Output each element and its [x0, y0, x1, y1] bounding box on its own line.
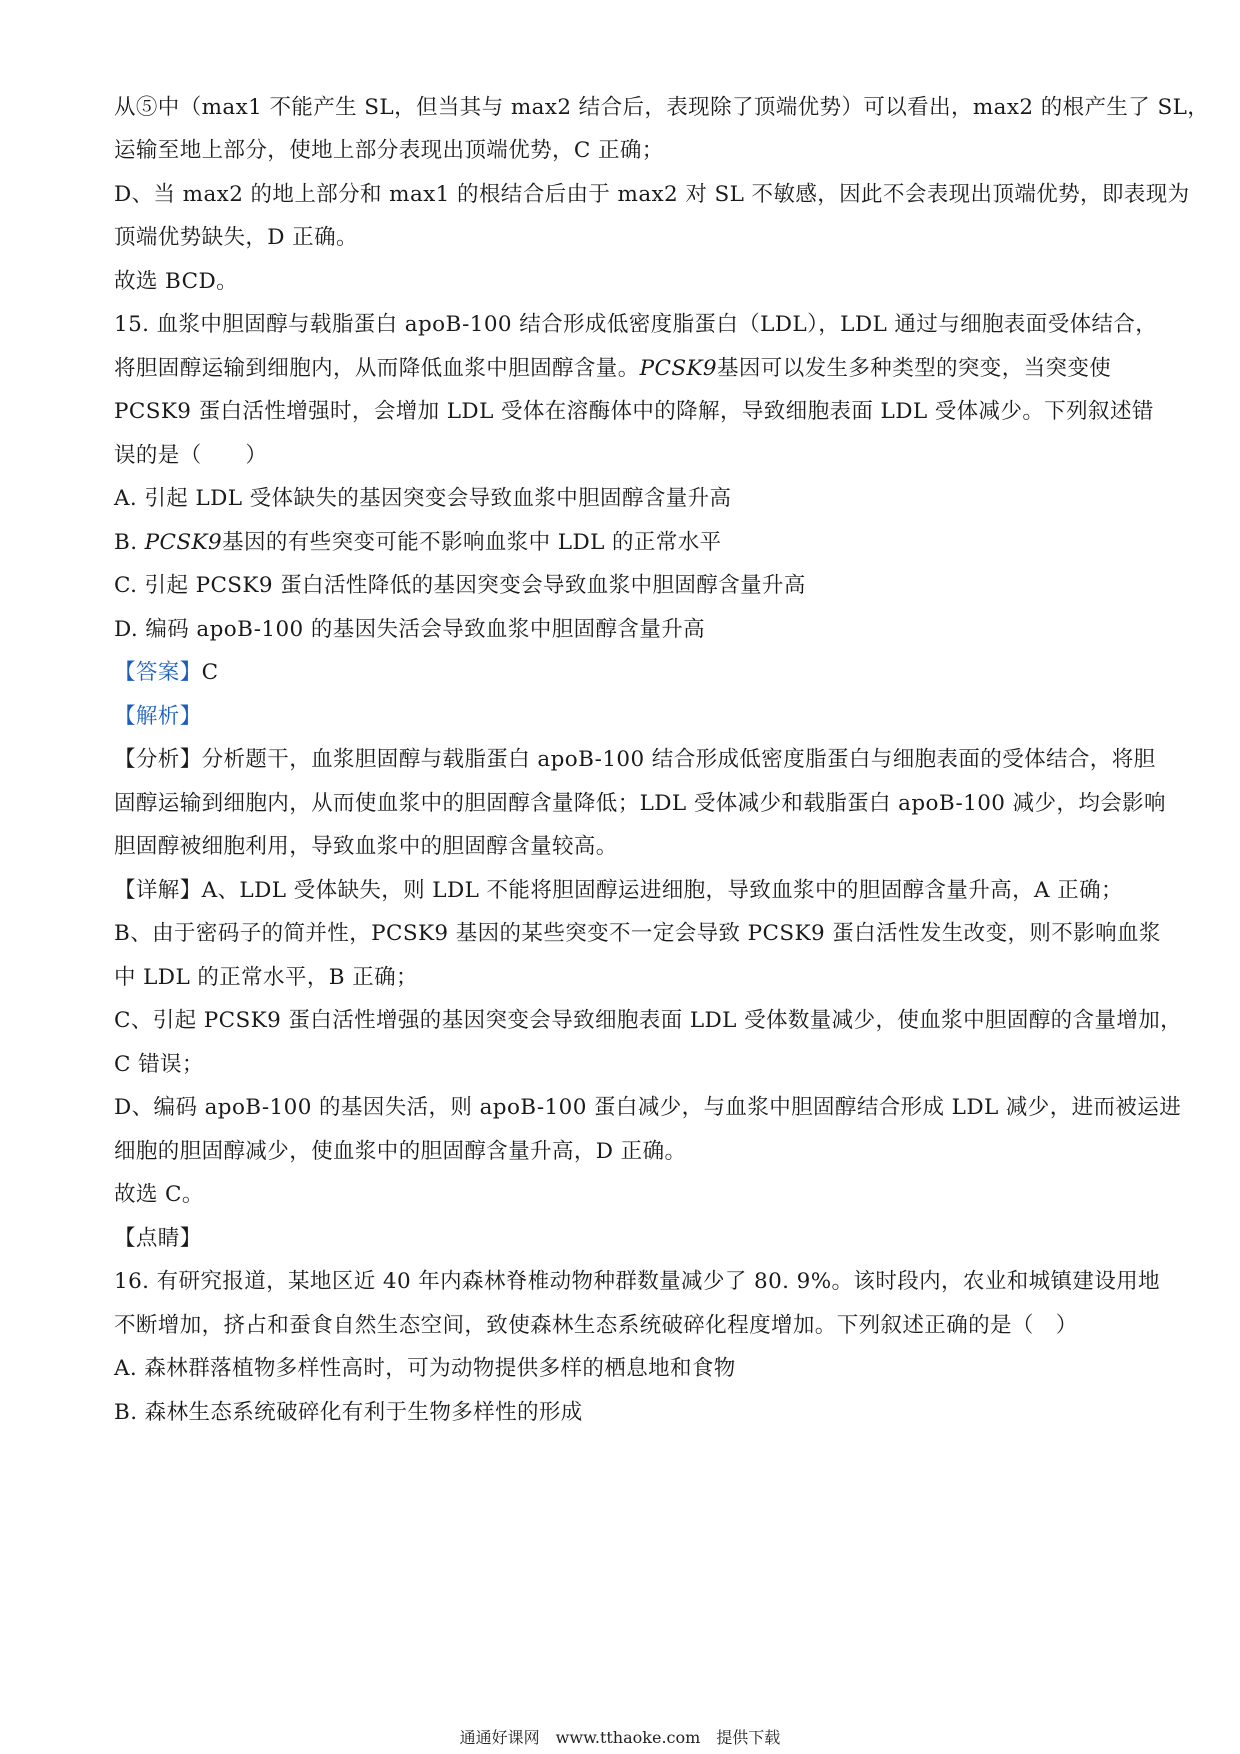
text-line: 【点睛】 [114, 1226, 202, 1251]
text-line: 【分析】分析题干，血浆胆固醇与载脂蛋白 apoB-100 结合形成低密度脂蛋白与细胞表面的受体结合，将胆 [114, 747, 1156, 772]
text-line: 从⑤中（max1 不能产生 SL，但当其与 max2 结合后，表现除了顶端优势）可以看出，max2 的根产生了 SL， [114, 95, 1210, 120]
text-line: 故选 BCD。 [114, 269, 239, 294]
text-line: 将胆固醇运输到细胞内，从而降低血浆中胆固醇含量。PCSK9基因可以发生多种类型的突变，当突变使 [114, 356, 1112, 381]
text-line: 不断增加，挤占和蚕食自然生态空间，致使森林生态系统破碎化程度增加。下列叙述正确的是（ ） [114, 1313, 1078, 1338]
text-line: PCSK9 蛋白活性增强时，会增加 LDL 受体在溶酶体中的降解，导致细胞表面 LDL 受体减少。下列叙述错 [114, 399, 1154, 424]
text-line: 胆固醇被细胞利用，导致血浆中的胆固醇含量较高。 [114, 834, 618, 859]
text-line: B、由于密码子的简并性，PCSK9 基因的某些突变不一定会导致 PCSK9 蛋白活性发生改变，则不影响血浆 [114, 921, 1161, 946]
text-line: 固醇运输到细胞内，从而使血浆中的胆固醇含量降低；LDL 受体减少和载脂蛋白 apoB-100 减少，均会影响 [114, 791, 1166, 816]
text-line: D、编码 apoB-100 的基因失活，则 apoB-100 蛋白减少，与血浆中胆固醇结合形成 LDL 减少，进而被运进 [114, 1095, 1182, 1120]
text-line: 细胞的胆固醇减少，使血浆中的胆固醇含量升高，D 正确。 [114, 1139, 687, 1164]
text-line: 【详解】A、LDL 受体缺失，则 LDL 不能将胆固醇运进细胞，导致血浆中的胆固醇含量升高，A 正确； [114, 878, 1123, 903]
question-16-stem: 16. 有研究报道，某地区近 40 年内森林脊椎动物种群数量减少了 80. 9%。该时段内，农业和城镇建设用地 [114, 1269, 1161, 1294]
answer-line: 【答案】C [114, 660, 219, 685]
footer-watermark: 通通好课网 www.tthaoke.com 提供下载 [459, 1728, 781, 1747]
text-line: 运输至地上部分，使地上部分表现出顶端优势，C 正确； [114, 138, 664, 163]
option-d: D. 编码 apoB-100 的基因失活会导致血浆中胆固醇含量升高 [114, 617, 706, 642]
option-c: C. 引起 PCSK9 蛋白活性降低的基因突变会导致血浆中胆固醇含量升高 [114, 573, 806, 598]
text-line: 顶端优势缺失，D 正确。 [114, 225, 358, 250]
analysis-heading: 【解析】 [114, 704, 202, 729]
text-line: 中 LDL 的正常水平，B 正确； [114, 965, 418, 990]
text-line: 误的是（ ） [114, 443, 268, 468]
text-line: 故选 C。 [114, 1182, 204, 1207]
option-a: A. 森林群落植物多样性高时，可为动物提供多样的栖息地和食物 [114, 1356, 736, 1381]
text-line: D、当 max2 的地上部分和 max1 的根结合后由于 max2 对 SL 不敏感，因此不会表现出顶端优势，即表现为 [114, 182, 1190, 207]
option-a: A. 引起 LDL 受体缺失的基因突变会导致血浆中胆固醇含量升高 [114, 486, 732, 511]
text-line: C、引起 PCSK9 蛋白活性增强的基因突变会导致细胞表面 LDL 受体数量减少，使血浆中胆固醇的含量增加， [114, 1008, 1183, 1033]
answer-heading: 【答案】 [114, 660, 202, 685]
text-line: C 错误； [114, 1052, 204, 1077]
option-b: B. PCSK9基因的有些突变可能不影响血浆中 LDL 的正常水平 [114, 530, 722, 555]
option-b: B. 森林生态系统破碎化有利于生物多样性的形成 [114, 1400, 583, 1425]
question-15-stem: 15. 血浆中胆固醇与载脂蛋白 apoB-100 结合形成低密度脂蛋白（LDL），LDL 通过与细胞表面受体结合， [114, 312, 1158, 337]
